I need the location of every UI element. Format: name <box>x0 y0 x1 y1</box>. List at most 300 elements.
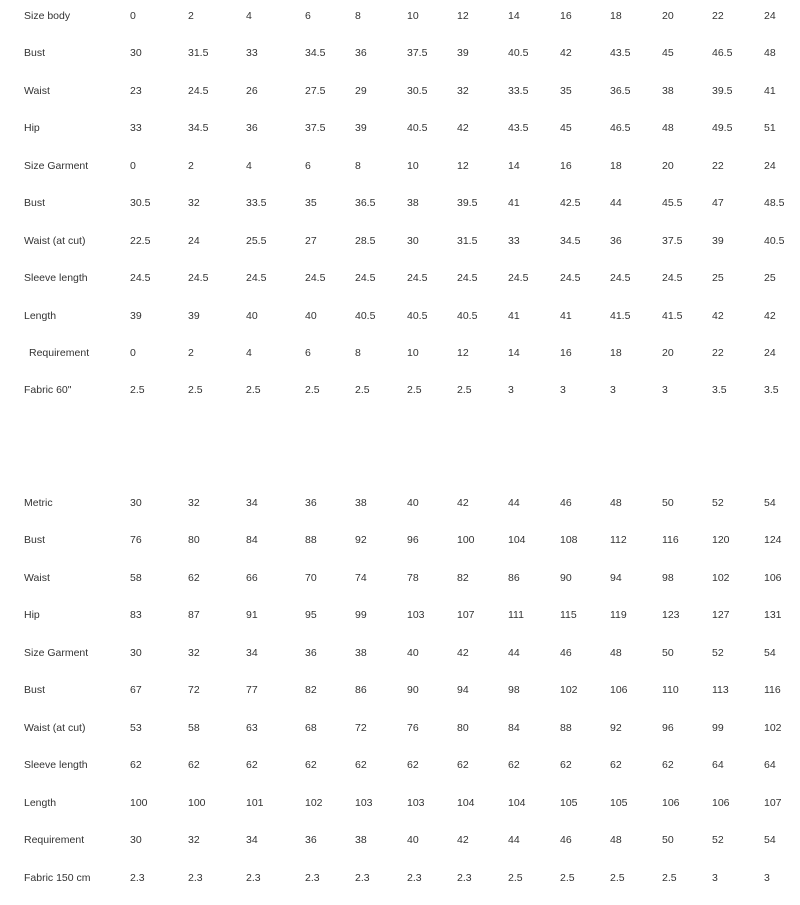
cell-value: 58 <box>188 722 200 734</box>
cell-value: 2.5 <box>246 384 261 396</box>
cell-value: 38 <box>355 497 367 509</box>
cell-value: 33.5 <box>508 85 529 97</box>
cell-value: 25 <box>712 272 724 284</box>
cell-value: 116 <box>764 684 781 696</box>
cell-value: 84 <box>246 534 258 546</box>
row-label: Sleeve length <box>24 272 88 284</box>
cell-value: 42 <box>457 647 469 659</box>
cell-value: 30 <box>130 834 142 846</box>
row-label: Size Garment <box>24 647 89 659</box>
cell-value: 12 <box>457 347 469 359</box>
cell-value: 25 <box>764 272 776 284</box>
cell-value: 12 <box>457 10 469 22</box>
cell-value: 62 <box>508 759 520 771</box>
row-label: Sleeve length <box>24 759 88 771</box>
cell-value: 10 <box>407 160 419 172</box>
cell-value: 34 <box>246 647 258 659</box>
cell-value: 104 <box>457 797 475 809</box>
cell-value: 46.5 <box>712 47 733 59</box>
cell-value: 34.5 <box>560 235 581 247</box>
imperial-row-length <box>0 306 800 326</box>
cell-value: 3 <box>764 872 770 884</box>
cell-value: 62 <box>305 759 317 771</box>
cell-value: 16 <box>560 10 572 22</box>
cell-value: 87 <box>188 609 200 621</box>
cell-value: 41.5 <box>610 310 631 322</box>
cell-value: 127 <box>712 609 730 621</box>
cell-value: 36 <box>610 235 622 247</box>
row-label: Waist (at cut) <box>24 722 86 734</box>
cell-value: 62 <box>188 572 200 584</box>
cell-value: 3.5 <box>712 384 727 396</box>
cell-value: 98 <box>508 684 520 696</box>
cell-value: 38 <box>407 197 419 209</box>
cell-value: 32 <box>188 197 200 209</box>
metric-row-body-hip <box>0 605 800 625</box>
cell-value: 104 <box>508 534 526 546</box>
cell-value: 24.5 <box>560 272 581 284</box>
cell-value: 70 <box>305 572 317 584</box>
cell-value: 34 <box>246 497 258 509</box>
cell-value: 94 <box>610 572 622 584</box>
cell-value: 48 <box>662 122 674 134</box>
cell-value: 62 <box>188 759 200 771</box>
cell-value: 4 <box>246 10 252 22</box>
row-label: Fabric 60" <box>24 384 72 396</box>
cell-value: 33 <box>130 122 142 134</box>
cell-value: 36 <box>305 647 317 659</box>
cell-value: 14 <box>508 160 520 172</box>
cell-value: 26 <box>246 85 258 97</box>
cell-value: 0 <box>130 347 136 359</box>
cell-value: 39.5 <box>457 197 478 209</box>
cell-value: 37.5 <box>662 235 683 247</box>
cell-value: 100 <box>188 797 206 809</box>
cell-value: 36 <box>246 122 258 134</box>
cell-value: 34.5 <box>188 122 209 134</box>
cell-value: 32 <box>188 834 200 846</box>
cell-value: 40 <box>305 310 317 322</box>
cell-value: 90 <box>407 684 419 696</box>
cell-value: 116 <box>662 534 679 546</box>
cell-value: 38 <box>355 647 367 659</box>
cell-value: 41.5 <box>662 310 683 322</box>
cell-value: 8 <box>355 10 361 22</box>
metric-row-metric-size <box>0 493 800 513</box>
cell-value: 14 <box>508 347 520 359</box>
cell-value: 39 <box>712 235 724 247</box>
cell-value: 40 <box>407 497 419 509</box>
cell-value: 44 <box>508 497 520 509</box>
cell-value: 20 <box>662 347 674 359</box>
cell-value: 46 <box>560 834 572 846</box>
cell-value: 34.5 <box>305 47 326 59</box>
metric-row-fabric <box>0 868 800 888</box>
cell-value: 99 <box>712 722 724 734</box>
row-label: Length <box>24 797 57 809</box>
cell-value: 33 <box>508 235 520 247</box>
cell-value: 25.5 <box>246 235 267 247</box>
cell-value: 91 <box>246 609 258 621</box>
cell-value: 42.5 <box>560 197 581 209</box>
cell-value: 72 <box>355 722 367 734</box>
cell-value: 76 <box>130 534 142 546</box>
cell-value: 3.5 <box>764 384 779 396</box>
cell-value: 42 <box>764 310 776 322</box>
cell-value: 2.3 <box>407 872 422 884</box>
metric-row-body-waist <box>0 568 800 588</box>
cell-value: 48 <box>764 47 776 59</box>
cell-value: 80 <box>457 722 469 734</box>
cell-value: 88 <box>305 534 317 546</box>
cell-value: 24.5 <box>610 272 631 284</box>
cell-value: 34 <box>246 834 258 846</box>
cell-value: 40 <box>407 647 419 659</box>
cell-value: 103 <box>355 797 373 809</box>
cell-value: 2.5 <box>188 384 203 396</box>
cell-value: 37.5 <box>407 47 428 59</box>
cell-value: 90 <box>560 572 572 584</box>
cell-value: 103 <box>407 609 425 621</box>
cell-value: 2.5 <box>560 872 575 884</box>
cell-value: 8 <box>355 160 361 172</box>
imperial-row-garment-bust <box>0 193 800 213</box>
cell-value: 42 <box>457 834 469 846</box>
cell-value: 2 <box>188 10 194 22</box>
cell-value: 36 <box>355 47 367 59</box>
cell-value: 51 <box>764 122 776 134</box>
cell-value: 22 <box>712 347 724 359</box>
cell-value: 112 <box>610 534 627 546</box>
cell-value: 50 <box>662 497 674 509</box>
cell-value: 35 <box>560 85 572 97</box>
cell-value: 62 <box>130 759 142 771</box>
cell-value: 38 <box>662 85 674 97</box>
cell-value: 44 <box>508 647 520 659</box>
cell-value: 22.5 <box>130 235 151 247</box>
cell-value: 40.5 <box>457 310 478 322</box>
imperial-row-fabric <box>0 380 800 400</box>
imperial-row-garment-waist <box>0 231 800 251</box>
cell-value: 24.5 <box>130 272 151 284</box>
cell-value: 40.5 <box>407 122 428 134</box>
cell-value: 32 <box>188 647 200 659</box>
cell-value: 2.5 <box>407 384 422 396</box>
cell-value: 24.5 <box>508 272 529 284</box>
cell-value: 18 <box>610 10 622 22</box>
cell-value: 62 <box>407 759 419 771</box>
cell-value: 78 <box>407 572 419 584</box>
cell-value: 2.3 <box>457 872 472 884</box>
cell-value: 96 <box>407 534 419 546</box>
cell-value: 124 <box>764 534 782 546</box>
cell-value: 24 <box>764 347 776 359</box>
cell-value: 3 <box>508 384 514 396</box>
cell-value: 50 <box>662 834 674 846</box>
cell-value: 6 <box>305 160 311 172</box>
cell-value: 6 <box>305 347 311 359</box>
row-label: Size Garment <box>24 160 89 172</box>
imperial-row-sleeve-length <box>0 268 800 288</box>
cell-value: 40.5 <box>508 47 529 59</box>
cell-value: 27 <box>305 235 317 247</box>
cell-value: 92 <box>610 722 622 734</box>
cell-value: 120 <box>712 534 730 546</box>
cell-value: 100 <box>130 797 148 809</box>
row-label: Waist <box>24 572 50 584</box>
cell-value: 3 <box>662 384 668 396</box>
cell-value: 105 <box>610 797 628 809</box>
cell-value: 33.5 <box>246 197 267 209</box>
cell-value: 40 <box>407 834 419 846</box>
cell-value: 54 <box>764 497 776 509</box>
cell-value: 102 <box>305 797 323 809</box>
cell-value: 77 <box>246 684 258 696</box>
cell-value: 64 <box>712 759 724 771</box>
cell-value: 32 <box>457 85 469 97</box>
cell-value: 52 <box>712 834 724 846</box>
cell-value: 39 <box>457 47 469 59</box>
cell-value: 63 <box>246 722 258 734</box>
cell-value: 82 <box>457 572 469 584</box>
cell-value: 45 <box>560 122 572 134</box>
cell-value: 48.5 <box>764 197 785 209</box>
cell-value: 67 <box>130 684 142 696</box>
cell-value: 107 <box>457 609 475 621</box>
cell-value: 92 <box>355 534 367 546</box>
cell-value: 42 <box>560 47 572 59</box>
cell-value: 46 <box>560 497 572 509</box>
cell-value: 3 <box>560 384 566 396</box>
cell-value: 2 <box>188 347 194 359</box>
cell-value: 52 <box>712 497 724 509</box>
row-label: Waist (at cut) <box>24 235 86 247</box>
cell-value: 24.5 <box>407 272 428 284</box>
row-label: Size body <box>24 10 71 22</box>
cell-value: 41 <box>508 310 520 322</box>
imperial-row-size-garment <box>0 156 800 176</box>
row-label: Hip <box>24 609 40 621</box>
imperial-row-size-body <box>0 6 800 26</box>
cell-value: 37.5 <box>305 122 326 134</box>
metric-row-garment-waist <box>0 718 800 738</box>
cell-value: 95 <box>305 609 317 621</box>
cell-value: 80 <box>188 534 200 546</box>
cell-value: 58 <box>130 572 142 584</box>
cell-value: 62 <box>610 759 622 771</box>
cell-value: 113 <box>712 684 729 696</box>
cell-value: 86 <box>355 684 367 696</box>
row-label: Metric <box>24 497 53 509</box>
metric-row-body-bust <box>0 530 800 550</box>
cell-value: 36.5 <box>355 197 376 209</box>
row-label: Requirement <box>29 347 90 359</box>
cell-value: 24.5 <box>305 272 326 284</box>
row-label: Bust <box>24 197 46 209</box>
cell-value: 106 <box>662 797 680 809</box>
cell-value: 30.5 <box>130 197 151 209</box>
cell-value: 106 <box>764 572 782 584</box>
cell-value: 102 <box>712 572 730 584</box>
row-label: Bust <box>24 684 46 696</box>
cell-value: 49.5 <box>712 122 733 134</box>
cell-value: 39 <box>355 122 367 134</box>
cell-value: 86 <box>508 572 520 584</box>
cell-value: 40.5 <box>355 310 376 322</box>
metric-row-requirement <box>0 830 800 850</box>
cell-value: 104 <box>508 797 526 809</box>
cell-value: 20 <box>662 10 674 22</box>
metric-row-length <box>0 793 800 813</box>
cell-value: 48 <box>610 647 622 659</box>
cell-value: 6 <box>305 10 311 22</box>
cell-value: 40 <box>246 310 258 322</box>
cell-value: 2.3 <box>130 872 145 884</box>
cell-value: 2.3 <box>188 872 203 884</box>
cell-value: 3 <box>712 872 718 884</box>
cell-value: 38 <box>355 834 367 846</box>
cell-value: 103 <box>407 797 425 809</box>
metric-row-sleeve-length <box>0 755 800 775</box>
cell-value: 54 <box>764 647 776 659</box>
cell-value: 111 <box>508 609 524 621</box>
cell-value: 24.5 <box>662 272 683 284</box>
cell-value: 24.5 <box>188 85 209 97</box>
cell-value: 41 <box>764 85 776 97</box>
cell-value: 102 <box>764 722 782 734</box>
cell-value: 102 <box>560 684 578 696</box>
cell-value: 88 <box>560 722 572 734</box>
row-label: Hip <box>24 122 40 134</box>
cell-value: 46 <box>560 647 572 659</box>
cell-value: 64 <box>764 759 776 771</box>
cell-value: 33 <box>246 47 258 59</box>
cell-value: 4 <box>246 347 252 359</box>
cell-value: 2.3 <box>355 872 370 884</box>
cell-value: 35 <box>305 197 317 209</box>
cell-value: 54 <box>764 834 776 846</box>
cell-value: 2.5 <box>355 384 370 396</box>
cell-value: 29 <box>355 85 367 97</box>
cell-value: 22 <box>712 10 724 22</box>
cell-value: 30 <box>130 47 142 59</box>
cell-value: 24 <box>764 10 776 22</box>
cell-value: 10 <box>407 347 419 359</box>
cell-value: 16 <box>560 347 572 359</box>
cell-value: 2.5 <box>662 872 677 884</box>
cell-value: 123 <box>662 609 680 621</box>
cell-value: 83 <box>130 609 142 621</box>
cell-value: 40.5 <box>764 235 785 247</box>
cell-value: 36 <box>305 834 317 846</box>
row-label: Requirement <box>24 834 85 846</box>
metric-row-garment-bust <box>0 680 800 700</box>
cell-value: 24 <box>188 235 200 247</box>
cell-value: 22 <box>712 160 724 172</box>
cell-value: 2.5 <box>610 872 625 884</box>
cell-value: 39.5 <box>712 85 733 97</box>
cell-value: 0 <box>130 160 136 172</box>
cell-value: 100 <box>457 534 475 546</box>
metric-row-size-garment <box>0 643 800 663</box>
cell-value: 24.5 <box>246 272 267 284</box>
cell-value: 105 <box>560 797 578 809</box>
cell-value: 74 <box>355 572 367 584</box>
cell-value: 39 <box>188 310 200 322</box>
cell-value: 106 <box>610 684 628 696</box>
cell-value: 50 <box>662 647 674 659</box>
cell-value: 47 <box>712 197 724 209</box>
cell-value: 30 <box>130 647 142 659</box>
cell-value: 31.5 <box>457 235 478 247</box>
cell-value: 23 <box>130 85 142 97</box>
cell-value: 41 <box>508 197 520 209</box>
cell-value: 40.5 <box>407 310 428 322</box>
cell-value: 27.5 <box>305 85 326 97</box>
cell-value: 24 <box>764 160 776 172</box>
cell-value: 45 <box>662 47 674 59</box>
cell-value: 72 <box>188 684 200 696</box>
cell-value: 32 <box>188 497 200 509</box>
cell-value: 2.5 <box>130 384 145 396</box>
cell-value: 62 <box>560 759 572 771</box>
cell-value: 43.5 <box>610 47 631 59</box>
cell-value: 39 <box>130 310 142 322</box>
imperial-row-requirement <box>0 343 800 363</box>
cell-value: 2.3 <box>305 872 320 884</box>
cell-value: 110 <box>662 684 679 696</box>
cell-value: 62 <box>355 759 367 771</box>
cell-value: 99 <box>355 609 367 621</box>
cell-value: 84 <box>508 722 520 734</box>
cell-value: 2.5 <box>305 384 320 396</box>
cell-value: 76 <box>407 722 419 734</box>
imperial-row-body-bust <box>0 43 800 63</box>
cell-value: 82 <box>305 684 317 696</box>
cell-value: 0 <box>130 10 136 22</box>
cell-value: 62 <box>246 759 258 771</box>
row-label: Bust <box>24 534 46 546</box>
cell-value: 53 <box>130 722 142 734</box>
cell-value: 30 <box>407 235 419 247</box>
cell-value: 94 <box>457 684 469 696</box>
cell-value: 66 <box>246 572 258 584</box>
cell-value: 30 <box>130 497 142 509</box>
imperial-row-body-hip <box>0 118 800 138</box>
cell-value: 20 <box>662 160 674 172</box>
cell-value: 2.5 <box>508 872 523 884</box>
cell-value: 101 <box>246 797 264 809</box>
cell-value: 14 <box>508 10 520 22</box>
cell-value: 36.5 <box>610 85 631 97</box>
cell-value: 48 <box>610 834 622 846</box>
cell-value: 42 <box>457 122 469 134</box>
cell-value: 44 <box>610 197 622 209</box>
cell-value: 42 <box>457 497 469 509</box>
cell-value: 16 <box>560 160 572 172</box>
cell-value: 107 <box>764 797 782 809</box>
cell-value: 62 <box>662 759 674 771</box>
cell-value: 12 <box>457 160 469 172</box>
cell-value: 2 <box>188 160 194 172</box>
cell-value: 45.5 <box>662 197 683 209</box>
cell-value: 4 <box>246 160 252 172</box>
cell-value: 10 <box>407 10 419 22</box>
cell-value: 106 <box>712 797 730 809</box>
cell-value: 96 <box>662 722 674 734</box>
cell-value: 2.5 <box>457 384 472 396</box>
cell-value: 24.5 <box>188 272 209 284</box>
